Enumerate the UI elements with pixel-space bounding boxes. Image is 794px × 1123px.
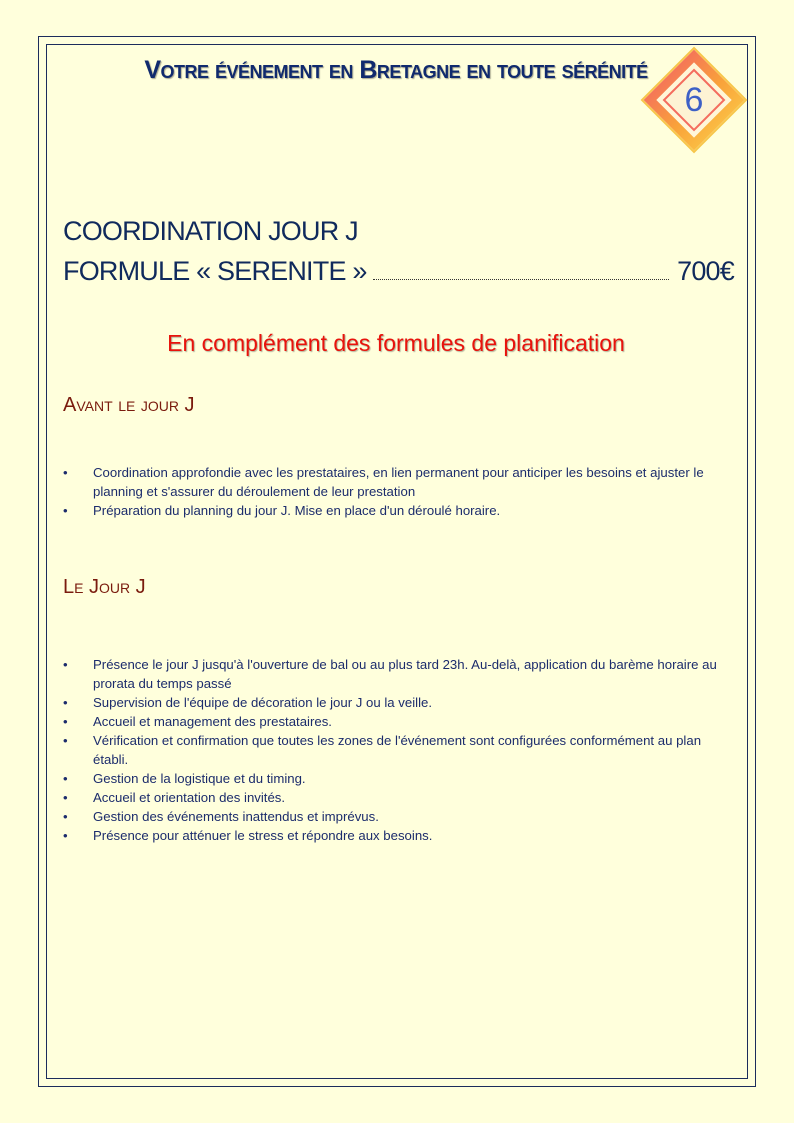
page-border-inner (46, 44, 748, 1079)
service-title: COORDINATION JOUR J (63, 216, 358, 246)
section-heading-before: Avant le jour J (63, 394, 195, 416)
list-item: • Accueil et orientation des invités. (60, 788, 724, 807)
dotted-leader (373, 257, 670, 280)
before-day-list (60, 463, 724, 520)
page-header-title: Votre événement en Bretagne en toute sérénité (144, 56, 648, 84)
formula-price: 700€ (677, 256, 734, 286)
section-heading-day: Le Jour J (63, 576, 146, 598)
list-item: • Présence pour atténuer le stress et répondre aux besoins. (60, 826, 724, 845)
complement-subtitle: En complément des formules de planification (167, 330, 625, 356)
formula-price-line (63, 256, 734, 290)
formula-name: FORMULE « SERENITE » (63, 256, 367, 286)
list-item: • Gestion des événements inattendus et imprévus. (60, 807, 724, 826)
day-list (60, 655, 724, 845)
list-item: • Supervision de l'équipe de décoration le jour J ou la veille. (60, 693, 724, 712)
list-item: • Accueil et management des prestataires. (60, 712, 724, 731)
page-number: 6 (684, 81, 704, 119)
list-item: • Présence le jour J jusqu'à l'ouverture de bal ou au plus tard 23h. Au-delà, application du barème horaire au prorata du temps passé (60, 655, 724, 693)
list-item: • Préparation du planning du jour J. Mise en place d'un déroulé horaire. (60, 501, 724, 520)
page-number-badge (640, 46, 748, 154)
list-item: • Gestion de la logistique et du timing. (60, 769, 724, 788)
list-item: • Vérification et confirmation que toutes les zones de l'événement sont configurées conformément au plan établi. (60, 731, 724, 769)
list-item: • Coordination approfondie avec les prestataires, en lien permanent pour anticiper les besoins et ajuster le planning et s'assurer du déroulement de leur prestation (60, 463, 724, 501)
